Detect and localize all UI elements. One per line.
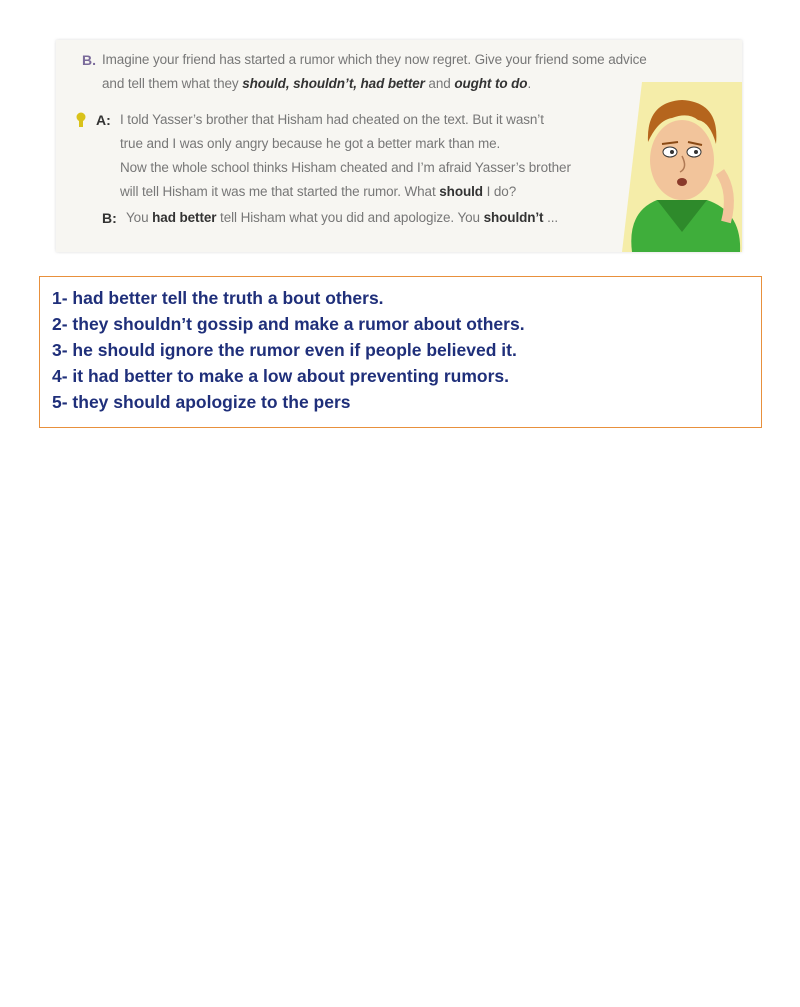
instruction-line-2: and tell them what they should, shouldn’t, had better and ought to do. (102, 76, 532, 91)
dialog-b-line: You had better tell Hisham what you did and apologize. You shouldn’t ... (126, 210, 559, 225)
answer-line-1: 1- had better tell the truth a bout others. (52, 288, 384, 308)
answer-line-3: 3- he should ignore the rumor even if people believed it. (52, 340, 517, 360)
exercise-letter: B. (82, 52, 96, 68)
dialog-a-line-3: Now the whole school thinks Hisham cheated and I’m afraid Yasser’s brother (120, 160, 571, 175)
instruction-line-1: Imagine your friend has started a rumor which they now regret. Give your friend some advice (102, 52, 647, 67)
lightbulb-icon (76, 112, 86, 130)
answer-line-5: 5- they should apologize to the pers (52, 392, 351, 412)
answers-box (39, 276, 762, 428)
dialog-a-line-1: I told Yasser’s brother that Hisham had cheated on the text. But it wasn’t (120, 112, 544, 127)
worried-boy-illustration (602, 82, 742, 252)
answer-line-4: 4- it had better to make a low about preventing rumors. (52, 366, 510, 386)
textbook-excerpt (56, 40, 742, 252)
dialog-a-line-4: will tell Hisham it was me that started the rumor. What should I do? (120, 184, 517, 199)
speaker-b: B: (102, 210, 117, 226)
answer-line-2: 2- they shouldn’t gossip and make a rumor about others. (52, 314, 525, 334)
speaker-a: A: (96, 112, 111, 128)
dialog-a-line-2: true and I was only angry because he got a better mark than me. (120, 136, 501, 151)
